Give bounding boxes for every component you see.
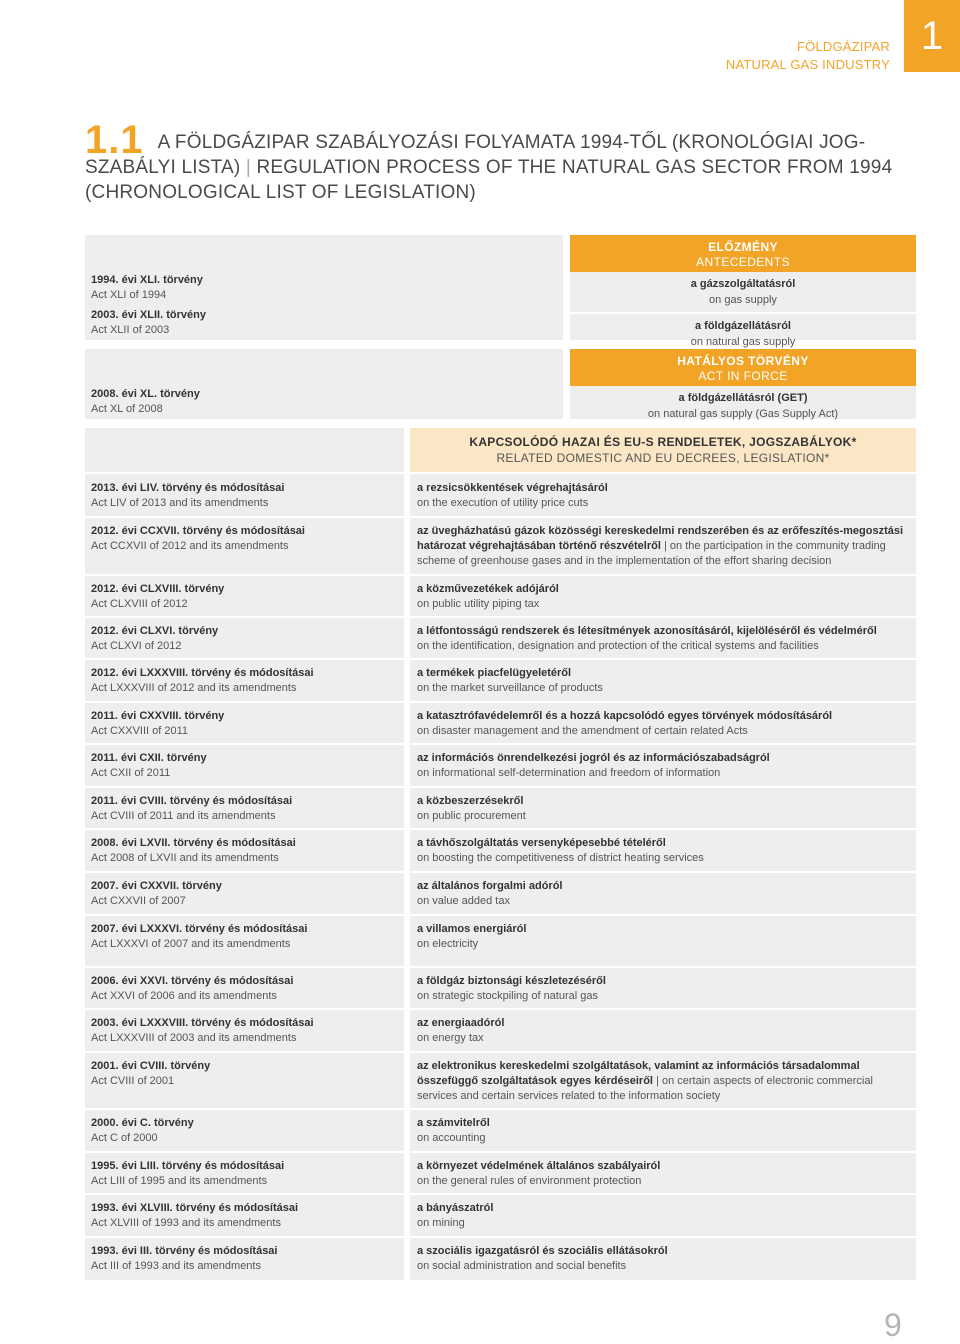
- desc-hu: az információs önrendelkezési jogról és az információszabadságról: [417, 752, 770, 764]
- desc-hu: az üvegházhatású gázok közösségi kereskedelmi rendszerében és az erőfeszítés-megosztási határozat végrehajtásában történő részvételről: [417, 525, 904, 552]
- related-heading: KAPCSOLÓDÓ HAZAI ÉS EU-S RENDELETEK, JOGSZABÁLYOK* RELATED DOMESTIC AND EU DECREES, LEGISLATION*: [410, 428, 916, 472]
- desc-en: on strategic stockpiling of natural gas: [417, 990, 598, 1002]
- desc-en: on electricity: [417, 938, 479, 950]
- desc-en: on mining: [417, 1217, 465, 1229]
- act-en: Act LIV of 2013 and its amendments: [91, 497, 269, 509]
- related-description: [417, 481, 912, 511]
- act-en: Act CVIII of 2001: [91, 1075, 175, 1087]
- antecedents-left-panel: [85, 235, 563, 340]
- related-description: [417, 751, 912, 781]
- desc-en: on accounting: [417, 1132, 486, 1144]
- antecedents-right-panel: [570, 235, 916, 348]
- related-description: [417, 582, 912, 612]
- row-divider: [85, 871, 916, 873]
- row-divider: [85, 701, 916, 703]
- desc-hu: az elektronikus kereskedelmi szolgáltatások, valamint az információs társadalommal összefüggő szolgáltatások egyes kérdéseiről: [417, 1060, 860, 1087]
- desc-hu: a földgáz biztonsági készletezéséről: [417, 975, 606, 987]
- act-hu: 2012. évi LXXXVIII. törvény és módosításai: [91, 667, 314, 679]
- related-description: [417, 624, 912, 654]
- desc-hu: az energiaadóról: [417, 1017, 505, 1029]
- desc-hu: a bányászatról: [417, 1202, 494, 1214]
- desc-en: on boosting the competitiveness of district heating services: [417, 852, 704, 864]
- title-separator: |: [245, 157, 252, 178]
- act-en: Act CXXVIII of 2011: [91, 725, 189, 737]
- antecedent-desc-1: a gázszolgáltatásról on gas supply: [690, 278, 796, 306]
- row-divider: [85, 574, 916, 576]
- desc-en: on certain aspects of electronic commercial services and certain services related to the information society: [417, 1075, 873, 1102]
- act-hu: 2000. évi C. törvény: [91, 1117, 194, 1129]
- act-en: Act CLXVI of 2012: [91, 640, 182, 652]
- desc-en: on the market surveillance of products: [417, 682, 603, 694]
- desc-sep: |: [660, 540, 670, 552]
- desc-en: on the execution of utility price cuts: [417, 497, 589, 509]
- row-divider: [85, 966, 916, 968]
- related-act: [91, 879, 401, 909]
- title-hu: A FÖLDGÁZIPAR SZABÁLYOZÁSI FOLYAMATA 1994-TŐL (KRONOLÓGIAI JOG-SZABÁLYI LISTA): [85, 132, 866, 178]
- antecedents-heading: ELŐZMÉNY ANTECEDENTS: [570, 235, 916, 272]
- page-number: 9: [884, 1307, 902, 1343]
- row-divider: [85, 1193, 916, 1195]
- act-en: Act XLVIII of 1993 and its amendments: [91, 1217, 281, 1229]
- act-en: Act XXVI of 2006 and its amendments: [91, 990, 277, 1002]
- desc-hu: a környezet védelmének általános szabályairól: [417, 1160, 661, 1172]
- act-en: Act CVIII of 2011 and its amendments: [91, 810, 276, 822]
- related-act: [91, 582, 401, 612]
- act-hu: 2011. évi CXII. törvény: [91, 752, 207, 764]
- desc-en: on social administration and social benefits: [417, 1260, 627, 1272]
- related-description: [417, 1201, 912, 1231]
- desc-hu: a számvitelről: [417, 1117, 490, 1129]
- row-divider: [85, 616, 916, 618]
- desc-en: on disaster management and the amendment of certain related Acts: [417, 725, 748, 737]
- desc-hu: az általános forgalmi adóról: [417, 880, 563, 892]
- related-description: [417, 1016, 912, 1046]
- desc-hu: a távhőszolgáltatás versenyképesebbé tételéről: [417, 837, 666, 849]
- act-en: Act CLXVIII of 2012: [91, 598, 188, 610]
- related-act: [91, 481, 401, 511]
- chapter-tab: 1: [904, 0, 960, 72]
- desc-sep: |: [652, 1075, 662, 1087]
- desc-en: on the identification, designation and protection of the critical systems and facilities: [417, 640, 819, 652]
- row-divider: [85, 1051, 916, 1053]
- antecedent-desc-2: a földgázellátásról on natural gas supply: [570, 312, 916, 354]
- act-en: Act LXXXVIII of 2012 and its amendments: [91, 682, 297, 694]
- antecedent-act-2: 2003. évi XLII. törvény Act XLII of 2003: [91, 309, 206, 336]
- related-act: [91, 974, 401, 1004]
- in-force-heading: HATÁLYOS TÖRVÉNY ACT IN FORCE: [570, 349, 916, 386]
- act-hu: 1995. évi LIII. törvény és módosításai: [91, 1160, 285, 1172]
- act-en: Act CCXVII of 2012 and its amendments: [91, 540, 289, 552]
- related-act: [91, 524, 401, 554]
- act-hu: 2012. évi CLXVIII. törvény: [91, 583, 225, 595]
- desc-hu: a szociális igazgatásról és szociális ellátásokról: [417, 1245, 668, 1257]
- desc-hu: a termékek piacfelügyeletéről: [417, 667, 572, 679]
- related-act: [91, 1159, 401, 1189]
- act-hu: 2013. évi LIV. törvény és módosításai: [91, 482, 285, 494]
- related-description: [417, 1244, 912, 1274]
- related-description: [417, 666, 912, 696]
- section-number: 1.1: [85, 118, 144, 162]
- desc-hu: a katasztrófavédelemről és a hozzá kapcsolódó egyes törvények módosításáról: [417, 710, 833, 722]
- desc-en: on the general rules of environment protection: [417, 1175, 642, 1187]
- act-en: Act 2008 of LXVII and its amendments: [91, 852, 279, 864]
- act-en: Act III of 1993 and its amendments: [91, 1260, 261, 1272]
- desc-en: on public utility piping tax: [417, 598, 540, 610]
- related-act: [91, 1244, 401, 1274]
- in-force-right-panel: [570, 349, 916, 419]
- row-divider: [85, 1151, 916, 1153]
- act-hu: 2011. évi CVIII. törvény és módosításai: [91, 795, 293, 807]
- related-description: [417, 974, 912, 1004]
- in-force-act: 2008. évi XL. törvény Act XL of 2008: [91, 388, 200, 415]
- act-en: Act C of 2000: [91, 1132, 158, 1144]
- desc-hu: a létfontosságú rendszerek és létesítmények azonosításáról, kijelöléséről és védelméről: [417, 625, 877, 637]
- antecedent-act-1: 1994. évi XLI. törvény Act XLI of 1994: [91, 274, 203, 301]
- act-hu: 1993. évi III. törvény és módosításai: [91, 1245, 278, 1257]
- section-title: [85, 118, 930, 205]
- act-hu: 2008. évi LXVII. törvény és módosításai: [91, 837, 296, 849]
- desc-hu: a közbeszerzésekről: [417, 795, 524, 807]
- related-act: [91, 1116, 401, 1146]
- row-divider: [85, 914, 916, 916]
- act-hu: 1993. évi XLVIII. törvény és módosításai: [91, 1202, 299, 1214]
- running-header: [726, 38, 890, 74]
- act-hu: 2012. évi CLXVI. törvény: [91, 625, 219, 637]
- related-description: [417, 836, 912, 866]
- desc-en: on value added tax: [417, 895, 510, 907]
- related-description: [417, 794, 912, 824]
- desc-en: on informational self-determination and freedom of information: [417, 767, 721, 779]
- desc-en: on energy tax: [417, 1032, 484, 1044]
- related-act: [91, 624, 401, 654]
- related-act: [91, 794, 401, 824]
- related-act: [91, 751, 401, 781]
- in-force-left-panel: [85, 349, 563, 419]
- row-divider: [85, 786, 916, 788]
- row-divider: [85, 516, 916, 518]
- act-hu: 2003. évi LXXXVIII. törvény és módosításai: [91, 1017, 314, 1029]
- related-description: [417, 1116, 912, 1146]
- desc-hu: a rezsicsökkentések végrehajtásáról: [417, 482, 608, 494]
- act-en: Act LIII of 1995 and its amendments: [91, 1175, 268, 1187]
- related-description: [417, 524, 912, 569]
- act-en: Act CXXVII of 2007: [91, 895, 186, 907]
- related-act: [91, 1059, 401, 1089]
- in-force-desc: a földgázellátásról (GET) on natural gas supply (Gas Supply Act): [647, 392, 839, 420]
- act-en: Act LXXXVIII of 2003 and its amendments: [91, 1032, 297, 1044]
- row-divider: [85, 828, 916, 830]
- row-divider: [85, 1108, 916, 1110]
- related-header-left: [85, 428, 404, 472]
- act-en: Act LXXXVI of 2007 and its amendments: [91, 938, 291, 950]
- related-description: [417, 879, 912, 909]
- desc-hu: a villamos energiáról: [417, 923, 527, 935]
- act-hu: 2006. évi XXVI. törvény és módosításai: [91, 975, 294, 987]
- desc-en: on public procurement: [417, 810, 526, 822]
- act-hu: 2001. évi CVIII. törvény: [91, 1060, 211, 1072]
- related-description: [417, 922, 912, 952]
- act-hu: 2012. évi CCXVII. törvény és módosításai: [91, 525, 305, 537]
- related-act: [91, 836, 401, 866]
- title-en: REGULATION PROCESS OF THE NATURAL GAS SECTOR FROM 1994 (CHRONOLOGICAL LIST OF LEGISLATION): [85, 157, 893, 203]
- act-hu: 2007. évi LXXXVI. törvény és módosításai: [91, 923, 308, 935]
- related-act: [91, 1016, 401, 1046]
- related-act: [91, 666, 401, 696]
- related-act: [91, 709, 401, 739]
- related-description: [417, 1059, 912, 1104]
- desc-en: on the participation in the community trading scheme of greenhouse gases and in the implementation of the effort sharing decision: [417, 540, 886, 567]
- related-act: [91, 1201, 401, 1231]
- row-divider: [85, 743, 916, 745]
- act-en: Act CXII of 2011: [91, 767, 171, 779]
- act-hu: 2011. évi CXXVIII. törvény: [91, 710, 225, 722]
- row-divider: [85, 658, 916, 660]
- row-divider: [85, 1236, 916, 1238]
- related-description: [417, 1159, 912, 1189]
- act-hu: 2007. évi CXXVII. törvény: [91, 880, 222, 892]
- related-act: [91, 922, 401, 952]
- row-divider: [85, 1008, 916, 1010]
- header-line-en: NATURAL GAS INDUSTRY: [725, 57, 890, 72]
- header-line-hu: FÖLDGÁZIPAR: [797, 39, 890, 54]
- related-description: [417, 709, 912, 739]
- desc-hu: a közművezetékek adójáról: [417, 583, 559, 595]
